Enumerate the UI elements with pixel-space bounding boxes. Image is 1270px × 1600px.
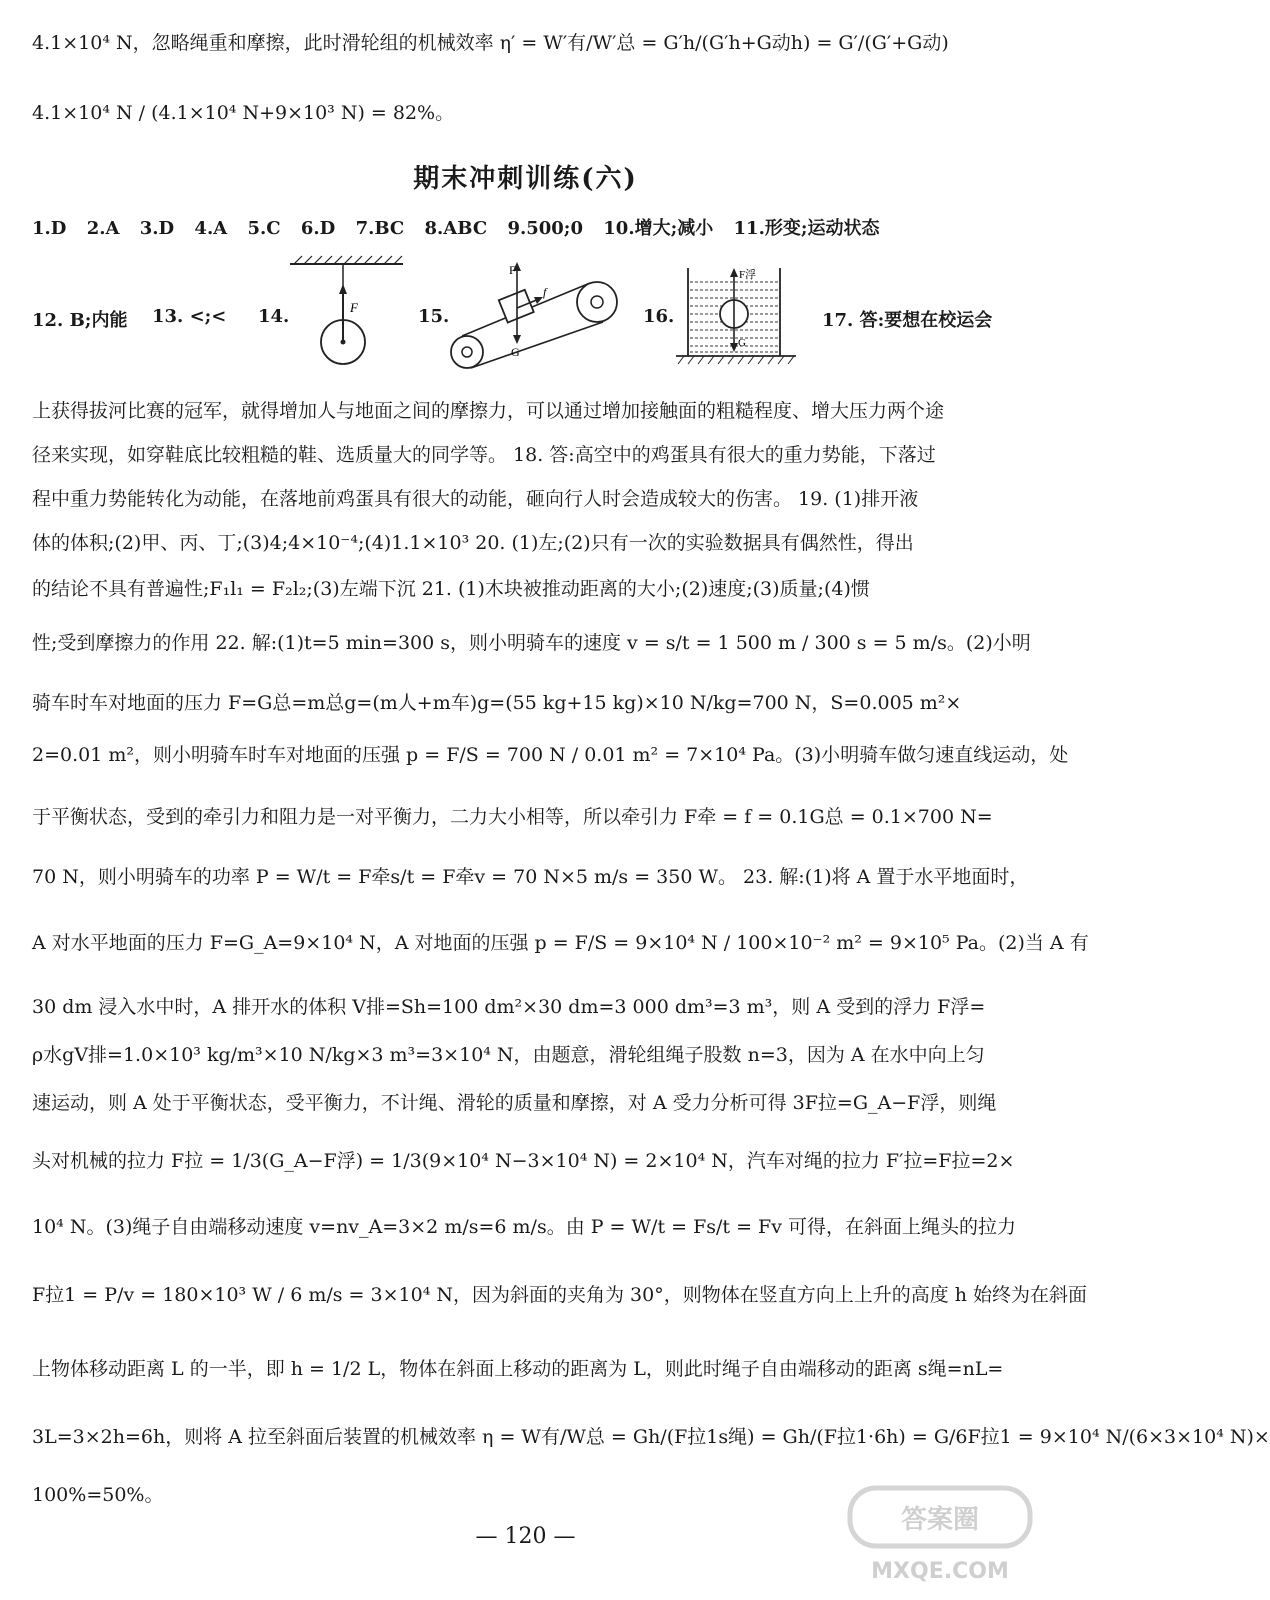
body-line: 体的体积;(2)甲、丙、丁;(3)4;4×10⁻⁴;(4)1.1×10³ 20. (1)左;(2)只有一次的实验数据具有偶然性，得出	[32, 532, 914, 554]
answer-item: 3.D	[139, 218, 175, 239]
answer-q16: 16.	[643, 306, 675, 327]
body-line: 70 N，则小明骑车的功率 P = W/t = F牵s/t = F牵v = 70 N×5 m/s = 350 W。 23. 解:(1)将 A 置于水平地面时，	[32, 866, 1029, 888]
page-number: — 120 —	[475, 1524, 576, 1549]
svg-text:MXQE.COM: MXQE.COM	[871, 1559, 1009, 1584]
body-line: 上物体移动距离 L 的一半，即 h = 1/2 L，物体在斜面上移动的距离为 L，则此时绳子自由端移动的距离 s绳=nL=	[32, 1358, 1004, 1380]
answer-q17: 17. 答:要想在校运会	[822, 310, 993, 331]
intro-line-1: 4.1×10⁴ N，忽略绳重和摩擦，此时滑轮组的机械效率 η′ = W′有/W′总 = G′h/(G′h+G动h) = G′/(G′+G动)	[32, 32, 949, 54]
fig15-friction-label: f	[543, 285, 547, 299]
answer-q13: 13. <;<	[152, 306, 227, 327]
figure-14-hanging-ball	[288, 254, 408, 384]
body-line: 骑车时车对地面的压力 F=G总=m总g=(m人+m车)g=(55 kg+15 kg)×10 N/kg=700 N，S=0.005 m²×	[32, 692, 962, 714]
body-line: 头对机械的拉力 F拉 = 1/3(G_A−F浮) = 1/3(9×10⁴ N−3×10⁴ N) = 2×10⁴ N，汽车对绳的拉力 F′拉=F拉=2×	[32, 1150, 1015, 1172]
answer-item: 8.ABC	[424, 218, 488, 239]
svg-text:答案圈: 答案圈	[900, 1505, 980, 1535]
watermark-logo	[840, 1480, 1040, 1590]
fig16-buoyancy-label: F浮	[739, 269, 757, 281]
answer-item: 4.A	[194, 218, 228, 239]
body-line: 上获得拔河比赛的冠军，就得增加人与地面之间的摩擦力，可以通过增加接触面的粗糙程度、增大压力两个途	[32, 400, 945, 422]
intro-line-2: 4.1×10⁴ N / (4.1×10⁴ N+9×10³ N) = 82%。	[32, 102, 455, 124]
body-line: 100%=50%。	[32, 1484, 164, 1506]
answer-item: 1.D	[32, 218, 67, 239]
body-line: 程中重力势能转化为动能，在落地前鸡蛋具有很大的动能，砸向行人时会造成较大的伤害。 19. (1)排开液	[32, 488, 919, 510]
answer-item: 5.C	[247, 218, 281, 239]
body-line: 30 dm 浸入水中时，A 排开水的体积 V排=Sh=100 dm²×30 dm=3 000 dm³=3 m³，则 A 受到的浮力 F浮=	[32, 996, 986, 1018]
body-line: A 对水平地面的压力 F=G_A=9×10⁴ N，A 对地面的压强 p = F/S = 9×10⁴ N / 100×10⁻² m² = 9×10⁵ Pa。(2)当 A 有	[32, 932, 1089, 954]
section-title: 期末冲刺训练(六)	[413, 164, 638, 194]
body-line: 性;受到摩擦力的作用 22. 解:(1)t=5 min=300 s，则小明骑车的速度 v = s/t = 1 500 m / 300 s = 5 m/s。(2)小明	[32, 632, 1031, 654]
answer-item: 2.A	[86, 218, 120, 239]
answer-q15: 15.	[418, 306, 450, 327]
figure-15-conveyor-belt	[445, 256, 625, 374]
fig16-gravity-label: G	[738, 337, 746, 349]
body-line: 2=0.01 m²，则小明骑车时车对地面的压强 p = F/S = 700 N / 0.01 m² = 7×10⁴ Pa。(3)小明骑车做匀速直线运动，处	[32, 744, 1069, 766]
figure-16-ball-in-water	[672, 262, 802, 372]
answer-item: 10.增大;减小	[603, 218, 714, 239]
answer-row	[32, 214, 1032, 240]
answer-q12: 12. B;内能	[32, 310, 128, 331]
body-line: 3L=3×2h=6h，则将 A 拉至斜面后装置的机械效率 η = W有/W总 = Gh/(F拉1s绳) = Gh/(F拉1·6h) = G/6F拉1 = 9×10⁴ N/(6×3×10⁴ N)×	[32, 1426, 1270, 1448]
fig15-gravity-label: G	[511, 345, 520, 359]
answer-item: 11.形变;运动状态	[733, 218, 880, 239]
fig14-force-label: F	[350, 300, 358, 315]
answer-item: 9.500;0	[507, 218, 583, 239]
body-line: ρ水gV排=1.0×10³ kg/m³×10 N/kg×3 m³=3×10⁴ N，由题意，滑轮组绳子股数 n=3，因为 A 在水中向上匀	[32, 1044, 985, 1066]
body-line: F拉1 = P/v = 180×10³ W / 6 m/s = 3×10⁴ N，因为斜面的夹角为 30°，则物体在竖直方向上上升的高度 h 始终为在斜面	[32, 1284, 1088, 1306]
body-line: 径来实现，如穿鞋底比较粗糙的鞋、选质量大的同学等。 18. 答:高空中的鸡蛋具有很大的重力势能，下落过	[32, 444, 936, 466]
body-line: 10⁴ N。(3)绳子自由端移动速度 v=nv_A=3×2 m/s=6 m/s。由 P = W/t = Fs/t = Fv 可得，在斜面上绳头的拉力	[32, 1216, 1017, 1238]
answer-item: 7.BC	[355, 218, 405, 239]
body-line: 速运动，则 A 处于平衡状态，受平衡力，不计绳、滑轮的质量和摩擦，对 A 受力分析可得 3F拉=G_A−F浮，则绳	[32, 1092, 997, 1114]
body-line: 于平衡状态，受到的牵引力和阻力是一对平衡力，二力大小相等，所以牵引力 F牵 = f = 0.1G总 = 0.1×700 N=	[32, 806, 993, 828]
answer-item: 6.D	[300, 218, 336, 239]
answer-q14: 14.	[258, 306, 290, 327]
fig15-force-label: F	[509, 263, 516, 277]
body-line: 的结论不具有普遍性;F₁l₁ = F₂l₂;(3)左端下沉 21. (1)木块被推动距离的大小;(2)速度;(3)质量;(4)惯	[32, 578, 870, 600]
